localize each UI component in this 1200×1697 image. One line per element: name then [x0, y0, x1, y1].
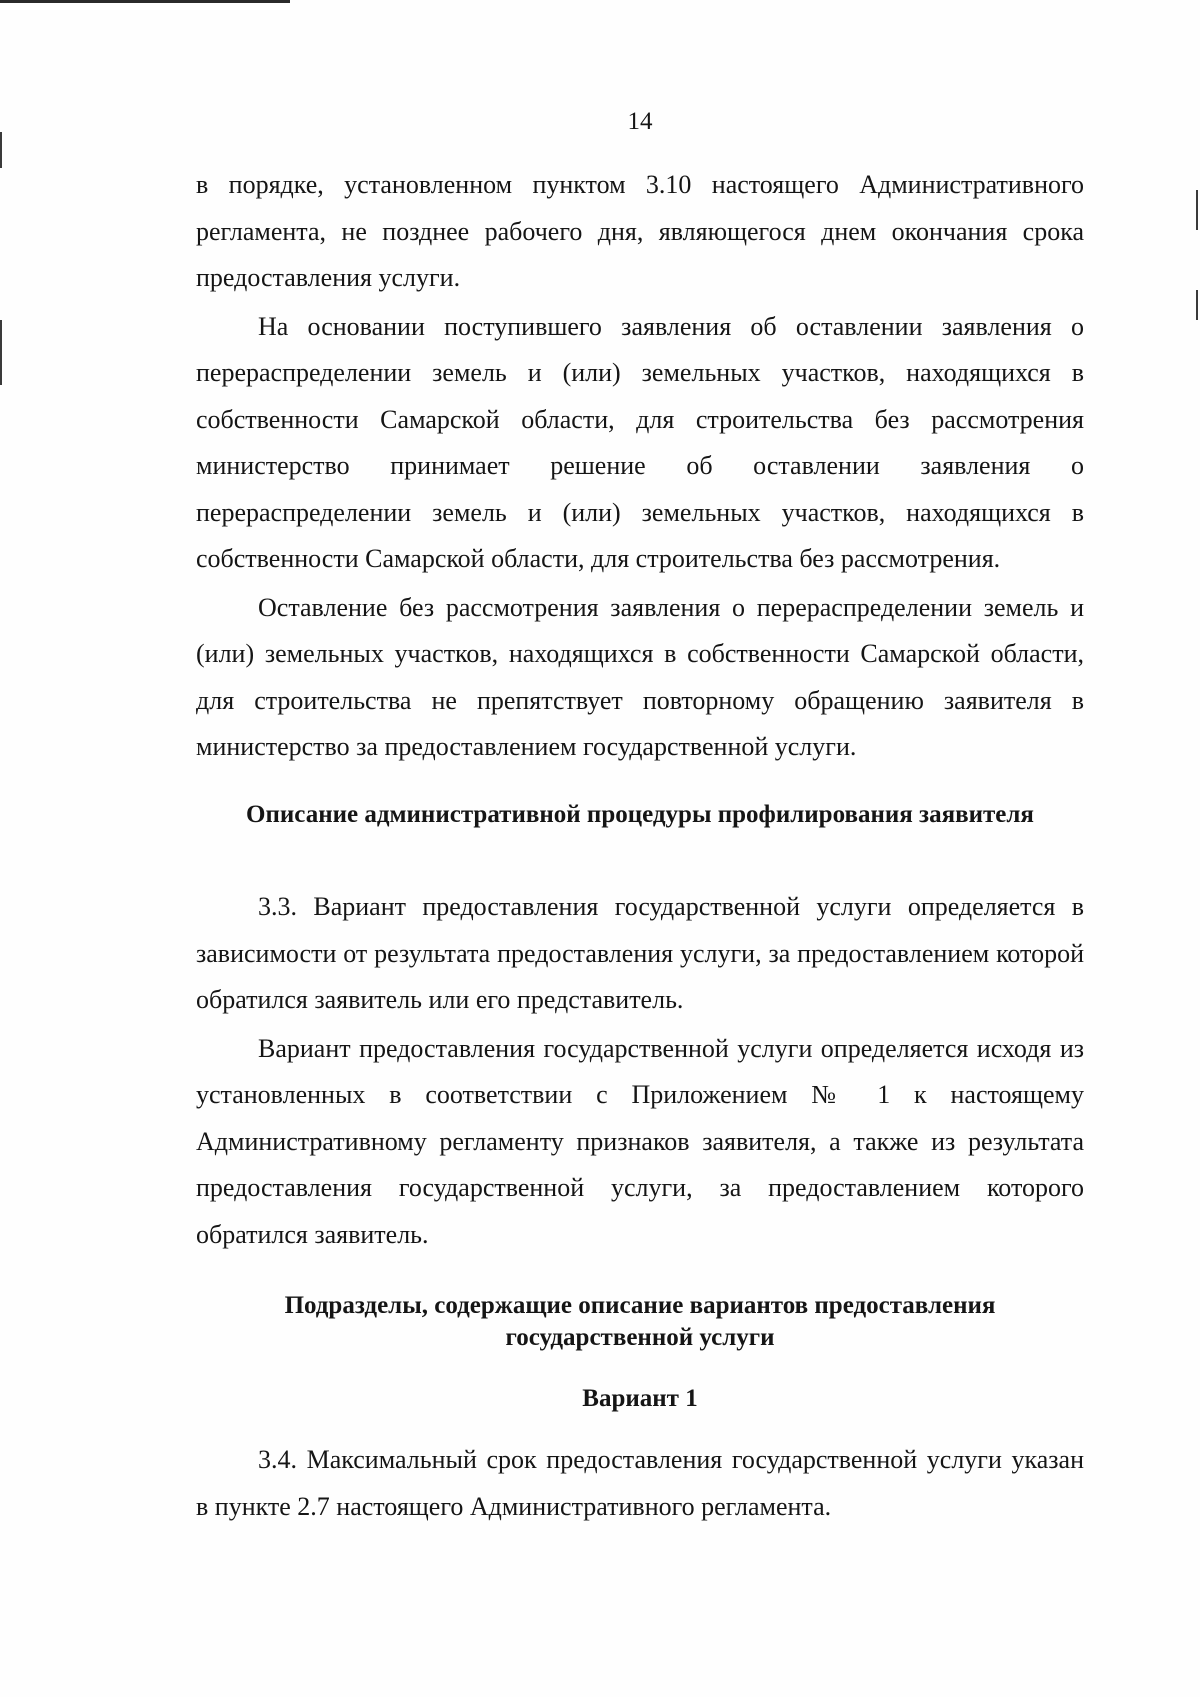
paragraph: 3.3. Вариант предоставления государственной услуги определяется в зависимости от результата предоставления услуги, за предоставлением которой обратился заявитель или его представитель. — [196, 892, 1084, 1014]
scan-edge-mark-right — [1196, 290, 1198, 320]
paragraph: 3.4. Максимальный срок предоставления государственной услуги указан в пункте 2.7 настоящего Административного регламента. — [196, 1445, 1084, 1521]
text-block-middle — [196, 884, 1084, 1260]
section-heading: Подразделы, содержащие описание вариантов предоставления государственной услуги — [284, 1292, 996, 1351]
paragraph: Оставление без рассмотрения заявления о перераспределении земель и (или) земельных участков, находящихся в собственности Самарской области, для строительства не препятствует повторному обращению заявителя в министерство за предоставлением государственной услуги. — [196, 592, 1084, 761]
paragraph: Вариант предоставления государственной услуги определяется исходя из установленных в соответствии с Приложением № 1 к настоящему Административному регламенту признаков заявителя, а также из результата предоставления государственной услуги, за предоставлением которого обратился заявитель. — [196, 1033, 1084, 1249]
paragraph: в порядке, установленном пунктом 3.10 настоящего Административного регламента, не позднее рабочего дня, являющегося днем окончания срока предоставления услуги. — [196, 170, 1084, 292]
scan-edge-mark-left — [0, 132, 2, 168]
page-number: 14 — [627, 108, 653, 135]
scan-edge-line — [0, 0, 290, 3]
scan-edge-mark-left — [0, 320, 2, 385]
variant-heading: Вариант 1 — [582, 1385, 698, 1412]
text-block-top — [196, 162, 1084, 773]
section-heading: Описание административной процедуры профилирования заявителя — [246, 801, 1034, 828]
paragraph: На основании поступившего заявления об оставлении заявления о перераспределении земель и (или) земельных участков, находящихся в собственности Самарской области, для строительства без рассмотрения министерство принимает решение об оставлении заявления о перераспределении земель и (или) земельных участков, находящихся в собственности Самарской области, для строительства без рассмотрения. — [196, 311, 1084, 573]
text-block-bottom — [196, 1437, 1084, 1532]
scan-edge-mark-right — [1196, 190, 1198, 230]
